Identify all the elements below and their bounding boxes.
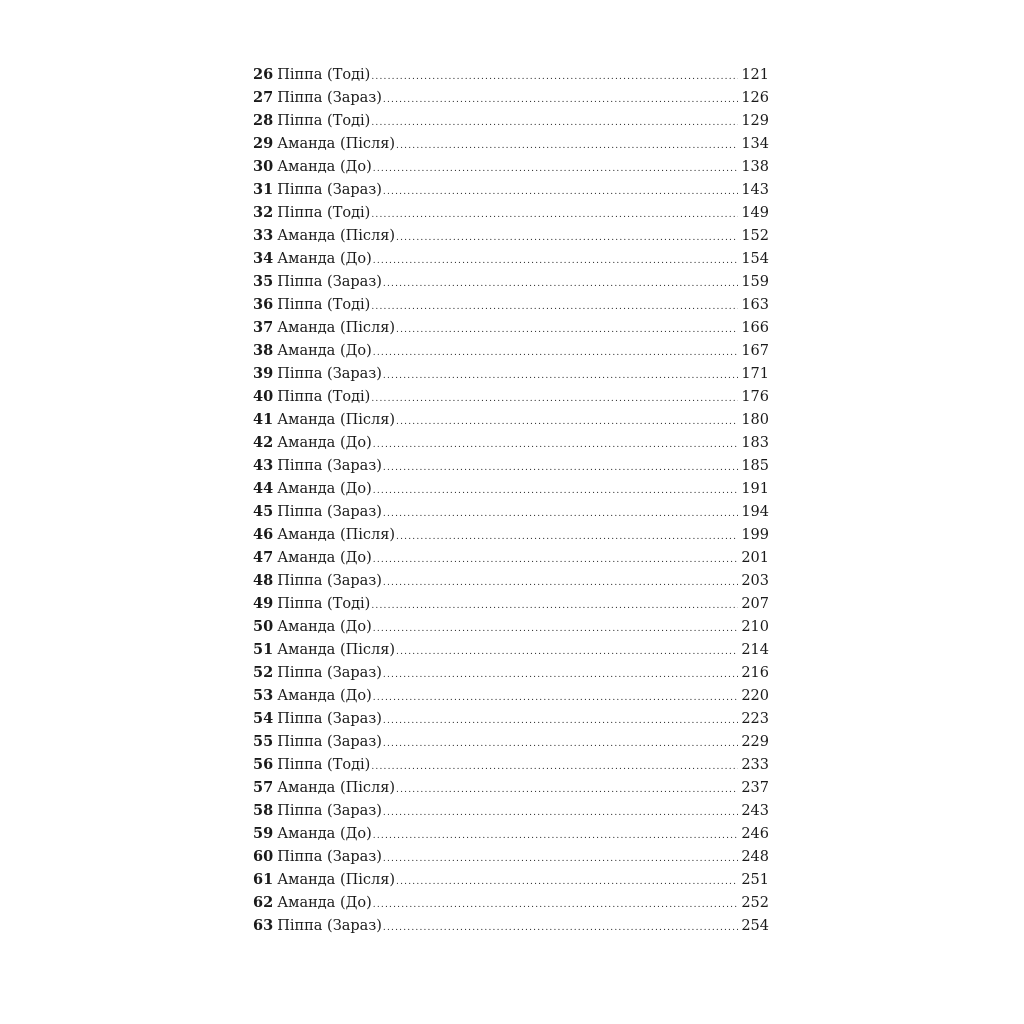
dot-leader — [371, 595, 738, 618]
page-number: 191 — [741, 481, 769, 497]
chapter-title: Аманда (До) — [277, 550, 372, 566]
chapter-title: Піппа (Зараз) — [277, 711, 382, 727]
chapter-number: 44 — [253, 480, 274, 497]
chapter-title: Аманда (До) — [277, 481, 372, 497]
chapter-number: 30 — [253, 158, 274, 175]
chapter-title: Аманда (Після) — [277, 527, 396, 543]
toc-entry — [253, 914, 769, 937]
chapter-title: Піппа (Зараз) — [277, 849, 382, 865]
chapter-number: 49 — [253, 595, 274, 612]
page-number: 154 — [741, 251, 769, 267]
dot-leader — [373, 158, 739, 181]
page-number: 229 — [741, 734, 769, 750]
toc-entry — [253, 707, 769, 730]
page-number: 252 — [741, 895, 769, 911]
page-number: 180 — [741, 412, 769, 428]
page-number: 243 — [741, 803, 769, 819]
page-number: 220 — [741, 688, 769, 704]
toc-entry — [253, 799, 769, 822]
chapter-title: Аманда (До) — [277, 435, 372, 451]
page-number: 251 — [741, 872, 769, 888]
toc-entry — [253, 730, 769, 753]
toc-entry — [253, 615, 769, 638]
chapter-number: 61 — [253, 871, 274, 888]
chapter-number: 31 — [253, 181, 274, 198]
chapter-title: Піппа (Зараз) — [277, 504, 382, 520]
toc-entry — [253, 753, 769, 776]
page-number: 237 — [741, 780, 769, 796]
toc-entry — [253, 178, 769, 201]
toc-entry — [253, 224, 769, 247]
dot-leader — [396, 641, 738, 664]
page-number: 201 — [741, 550, 769, 566]
toc-entry — [253, 868, 769, 891]
chapter-number: 57 — [253, 779, 274, 796]
chapter-number: 28 — [253, 112, 274, 129]
chapter-number: 27 — [253, 89, 274, 106]
dot-leader — [383, 917, 738, 940]
page-number: 216 — [741, 665, 769, 681]
toc-entry — [253, 155, 769, 178]
chapter-number: 41 — [253, 411, 274, 428]
chapter-number: 62 — [253, 894, 274, 911]
chapter-title: Піппа (Тоді) — [277, 297, 371, 313]
dot-leader — [373, 549, 739, 572]
toc-entry — [253, 500, 769, 523]
chapter-number: 34 — [253, 250, 274, 267]
dot-leader — [396, 411, 738, 434]
page-number: 183 — [741, 435, 769, 451]
dot-leader — [383, 848, 738, 871]
page-number: 254 — [741, 918, 769, 934]
page-number: 194 — [741, 504, 769, 520]
chapter-title: Піппа (Зараз) — [277, 665, 382, 681]
dot-leader — [396, 779, 738, 802]
chapter-title: Аманда (До) — [277, 251, 372, 267]
dot-leader — [383, 733, 738, 756]
chapter-title: Аманда (Після) — [277, 136, 396, 152]
dot-leader — [396, 526, 738, 549]
chapter-number: 50 — [253, 618, 274, 635]
chapter-title: Піппа (Зараз) — [277, 458, 382, 474]
toc-entry — [253, 454, 769, 477]
page-number: 159 — [741, 274, 769, 290]
dot-leader — [383, 273, 738, 296]
chapter-title: Піппа (Зараз) — [277, 573, 382, 589]
chapter-number: 47 — [253, 549, 274, 566]
page-number: 121 — [741, 67, 769, 83]
page-number: 214 — [741, 642, 769, 658]
chapter-number: 58 — [253, 802, 274, 819]
page-number: 138 — [741, 159, 769, 175]
page-number: 134 — [741, 136, 769, 152]
chapter-number: 53 — [253, 687, 274, 704]
toc-entry — [253, 546, 769, 569]
toc-entry — [253, 592, 769, 615]
chapter-number: 52 — [253, 664, 274, 681]
dot-leader — [371, 388, 738, 411]
dot-leader — [371, 756, 738, 779]
dot-leader — [396, 871, 738, 894]
toc-list — [253, 63, 769, 937]
page-number: 149 — [741, 205, 769, 221]
toc-entry — [253, 201, 769, 224]
dot-leader — [371, 66, 738, 89]
toc-entry — [253, 385, 769, 408]
chapter-title: Піппа (Тоді) — [277, 757, 371, 773]
page-number: 248 — [741, 849, 769, 865]
page-number: 199 — [741, 527, 769, 543]
dot-leader — [371, 204, 738, 227]
dot-leader — [383, 89, 738, 112]
toc-entry — [253, 109, 769, 132]
dot-leader — [383, 572, 738, 595]
chapter-title: Піппа (Зараз) — [277, 90, 382, 106]
dot-leader — [396, 135, 738, 158]
chapter-number: 51 — [253, 641, 274, 658]
page-number: 176 — [741, 389, 769, 405]
dot-leader — [383, 503, 738, 526]
chapter-title: Аманда (До) — [277, 826, 372, 842]
dot-leader — [396, 319, 738, 342]
page-number: 167 — [741, 343, 769, 359]
dot-leader — [383, 457, 738, 480]
toc-entry — [253, 247, 769, 270]
toc-entry — [253, 293, 769, 316]
chapter-title: Аманда (До) — [277, 343, 372, 359]
dot-leader — [383, 181, 738, 204]
toc-entry — [253, 684, 769, 707]
page-number: 126 — [741, 90, 769, 106]
chapter-number: 46 — [253, 526, 274, 543]
chapter-number: 55 — [253, 733, 274, 750]
toc-entry — [253, 661, 769, 684]
toc-entry — [253, 316, 769, 339]
dot-leader — [373, 480, 739, 503]
toc-entry — [253, 477, 769, 500]
chapter-number: 33 — [253, 227, 274, 244]
chapter-title: Аманда (Після) — [277, 228, 396, 244]
chapter-title: Аманда (До) — [277, 619, 372, 635]
chapter-title: Аманда (До) — [277, 895, 372, 911]
chapter-title: Піппа (Тоді) — [277, 113, 371, 129]
dot-leader — [383, 802, 738, 825]
toc-entry — [253, 431, 769, 454]
page-number: 207 — [741, 596, 769, 612]
page-number: 223 — [741, 711, 769, 727]
toc-entry — [253, 63, 769, 86]
chapter-number: 35 — [253, 273, 274, 290]
page-number: 210 — [741, 619, 769, 635]
toc-entry — [253, 638, 769, 661]
toc-entry — [253, 408, 769, 431]
page-number: 233 — [741, 757, 769, 773]
chapter-title: Піппа (Зараз) — [277, 803, 382, 819]
chapter-number: 59 — [253, 825, 274, 842]
chapter-number: 42 — [253, 434, 274, 451]
chapter-number: 36 — [253, 296, 274, 313]
dot-leader — [373, 687, 739, 710]
toc-entry — [253, 86, 769, 109]
chapter-number: 63 — [253, 917, 274, 934]
chapter-title: Піппа (Тоді) — [277, 389, 371, 405]
chapter-title: Аманда (Після) — [277, 872, 396, 888]
chapter-number: 26 — [253, 66, 274, 83]
dot-leader — [371, 296, 738, 319]
toc-entry — [253, 845, 769, 868]
dot-leader — [373, 434, 739, 457]
dot-leader — [371, 112, 738, 135]
page-number: 163 — [741, 297, 769, 313]
chapter-title: Аманда (До) — [277, 688, 372, 704]
chapter-number: 54 — [253, 710, 274, 727]
chapter-title: Піппа (Зараз) — [277, 366, 382, 382]
dot-leader — [373, 825, 739, 848]
page-number: 166 — [741, 320, 769, 336]
toc-entry — [253, 362, 769, 385]
chapter-title: Аманда (Після) — [277, 320, 396, 336]
page-number: 129 — [741, 113, 769, 129]
chapter-title: Піппа (Зараз) — [277, 918, 382, 934]
page-number: 203 — [741, 573, 769, 589]
dot-leader — [396, 227, 738, 250]
dot-leader — [373, 618, 739, 641]
chapter-number: 38 — [253, 342, 274, 359]
chapter-number: 45 — [253, 503, 274, 520]
chapter-number: 60 — [253, 848, 274, 865]
toc-entry — [253, 891, 769, 914]
chapter-title: Аманда (Після) — [277, 642, 396, 658]
page-number: 185 — [741, 458, 769, 474]
chapter-title: Аманда (До) — [277, 159, 372, 175]
chapter-number: 43 — [253, 457, 274, 474]
toc-entry — [253, 339, 769, 362]
toc-entry — [253, 822, 769, 845]
chapter-title: Піппа (Тоді) — [277, 67, 371, 83]
chapter-number: 40 — [253, 388, 274, 405]
chapter-number: 56 — [253, 756, 274, 773]
dot-leader — [383, 365, 738, 388]
chapter-title: Аманда (Після) — [277, 412, 396, 428]
chapter-number: 32 — [253, 204, 274, 221]
page-number: 171 — [741, 366, 769, 382]
toc-entry — [253, 776, 769, 799]
chapter-title: Піппа (Тоді) — [277, 205, 371, 221]
chapter-title: Піппа (Зараз) — [277, 182, 382, 198]
chapter-title: Піппа (Зараз) — [277, 274, 382, 290]
chapter-title: Піппа (Зараз) — [277, 734, 382, 750]
dot-leader — [383, 710, 738, 733]
toc-entry — [253, 523, 769, 546]
toc-entry — [253, 569, 769, 592]
chapter-title: Аманда (Після) — [277, 780, 396, 796]
chapter-number: 48 — [253, 572, 274, 589]
chapter-number: 29 — [253, 135, 274, 152]
chapter-number: 39 — [253, 365, 274, 382]
page-number: 152 — [741, 228, 769, 244]
dot-leader — [373, 250, 739, 273]
page-number: 246 — [741, 826, 769, 842]
dot-leader — [383, 664, 738, 687]
dot-leader — [373, 894, 739, 917]
dot-leader — [373, 342, 739, 365]
page-number: 143 — [741, 182, 769, 198]
toc-entry — [253, 270, 769, 293]
chapter-title: Піппа (Тоді) — [277, 596, 371, 612]
toc-entry — [253, 132, 769, 155]
chapter-number: 37 — [253, 319, 274, 336]
table-of-contents — [253, 63, 769, 937]
